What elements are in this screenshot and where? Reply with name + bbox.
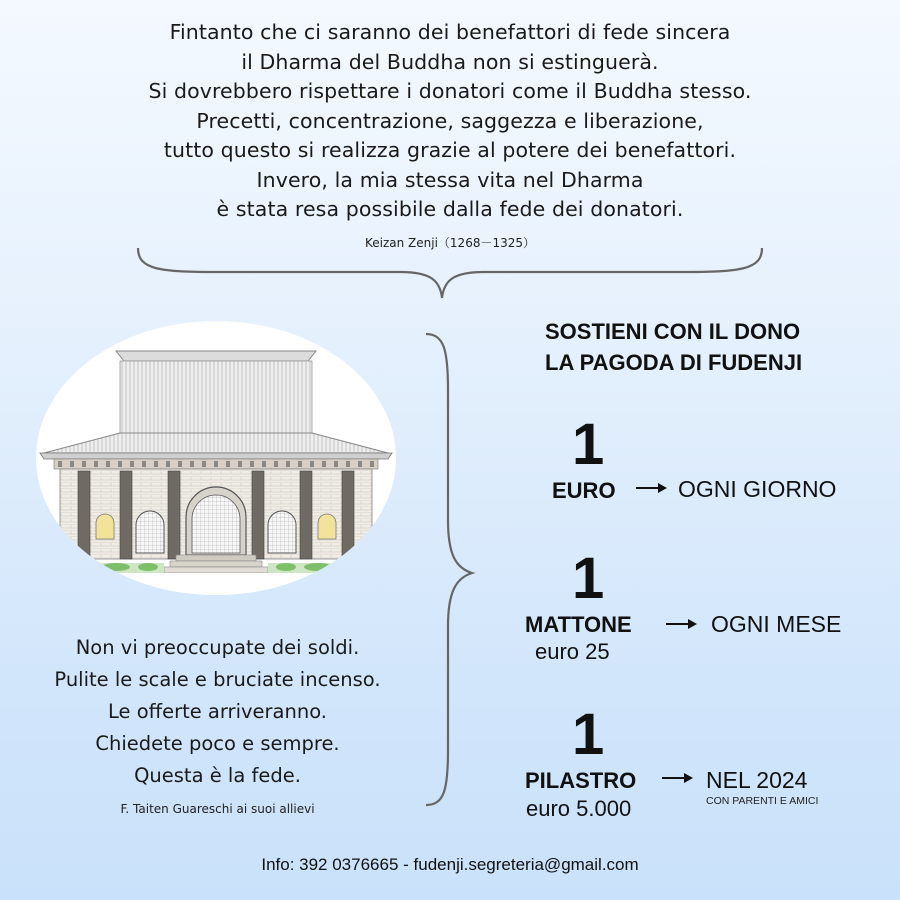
quote-line: Chiedete poco e sempre.	[95, 732, 340, 755]
arrow-right-icon	[662, 772, 694, 784]
donation-frequency: NEL 2024	[706, 767, 808, 793]
bottom-quote	[0, 632, 435, 816]
pagoda-drawing-icon	[36, 321, 396, 595]
quote-line: Si dovrebbero rispettare i donatori come il Buddha stesso.	[148, 79, 752, 103]
donation-unit: EURO	[552, 478, 616, 503]
quote-line: il Dharma del Buddha non si estinguerà.	[241, 49, 659, 74]
quote-line: tutto questo si realizza grazie al potere dei benefattori.	[163, 138, 737, 162]
quote-line: è stata resa possibile dalla fede dei donatori.	[216, 197, 684, 221]
donation-price: euro 5.000	[526, 796, 632, 821]
donation-frequency: OGNI MESE	[711, 611, 842, 637]
pagoda-drawing	[36, 321, 396, 595]
quote-line: Pulite le scale e bruciate incenso.	[54, 668, 381, 691]
quote-line: Invero, la mia stessa vita nel Dharma	[256, 167, 644, 192]
donation-unit: PILASTRO	[525, 768, 637, 793]
quote-line: Precetti, concentrazione, saggezza e liberazione,	[196, 108, 704, 133]
donation-count: 1	[572, 702, 605, 767]
quote-line: Le offerte arriveranno.	[107, 700, 327, 723]
quote-line: Non vi preoccupate dei soldi.	[75, 636, 360, 659]
quote-line: Questa è la fede.	[134, 764, 301, 787]
donation-headline	[545, 316, 875, 378]
donation-note: CON PARENTI E AMICI	[706, 795, 819, 807]
headline-line: LA PAGODA DI FUDENJI	[545, 350, 803, 375]
donation-price: euro 25	[535, 639, 610, 664]
donation-count: 1	[572, 546, 605, 611]
top-quote	[0, 18, 900, 251]
quote-line: Fintanto che ci saranno dei benefattori di fede sincera	[169, 20, 731, 44]
curly-brace-icon	[130, 240, 770, 305]
donation-count: 1	[572, 412, 605, 477]
headline-line: SOSTIENI CON IL DONO	[545, 319, 801, 344]
donation-frequency: OGNI GIORNO	[678, 476, 837, 502]
arrow-right-icon	[636, 482, 668, 494]
arrow-right-icon	[666, 618, 698, 630]
donation-unit: MATTONE	[525, 612, 632, 637]
quote-author: Keizan Zenji（1268－1325）	[364, 235, 536, 250]
contact-info: Info: 392 0376665 - fudenji.segreteria@gmail.com	[261, 855, 639, 874]
quote-author: F. Taiten Guareschi ai suoi allievi	[120, 802, 315, 816]
